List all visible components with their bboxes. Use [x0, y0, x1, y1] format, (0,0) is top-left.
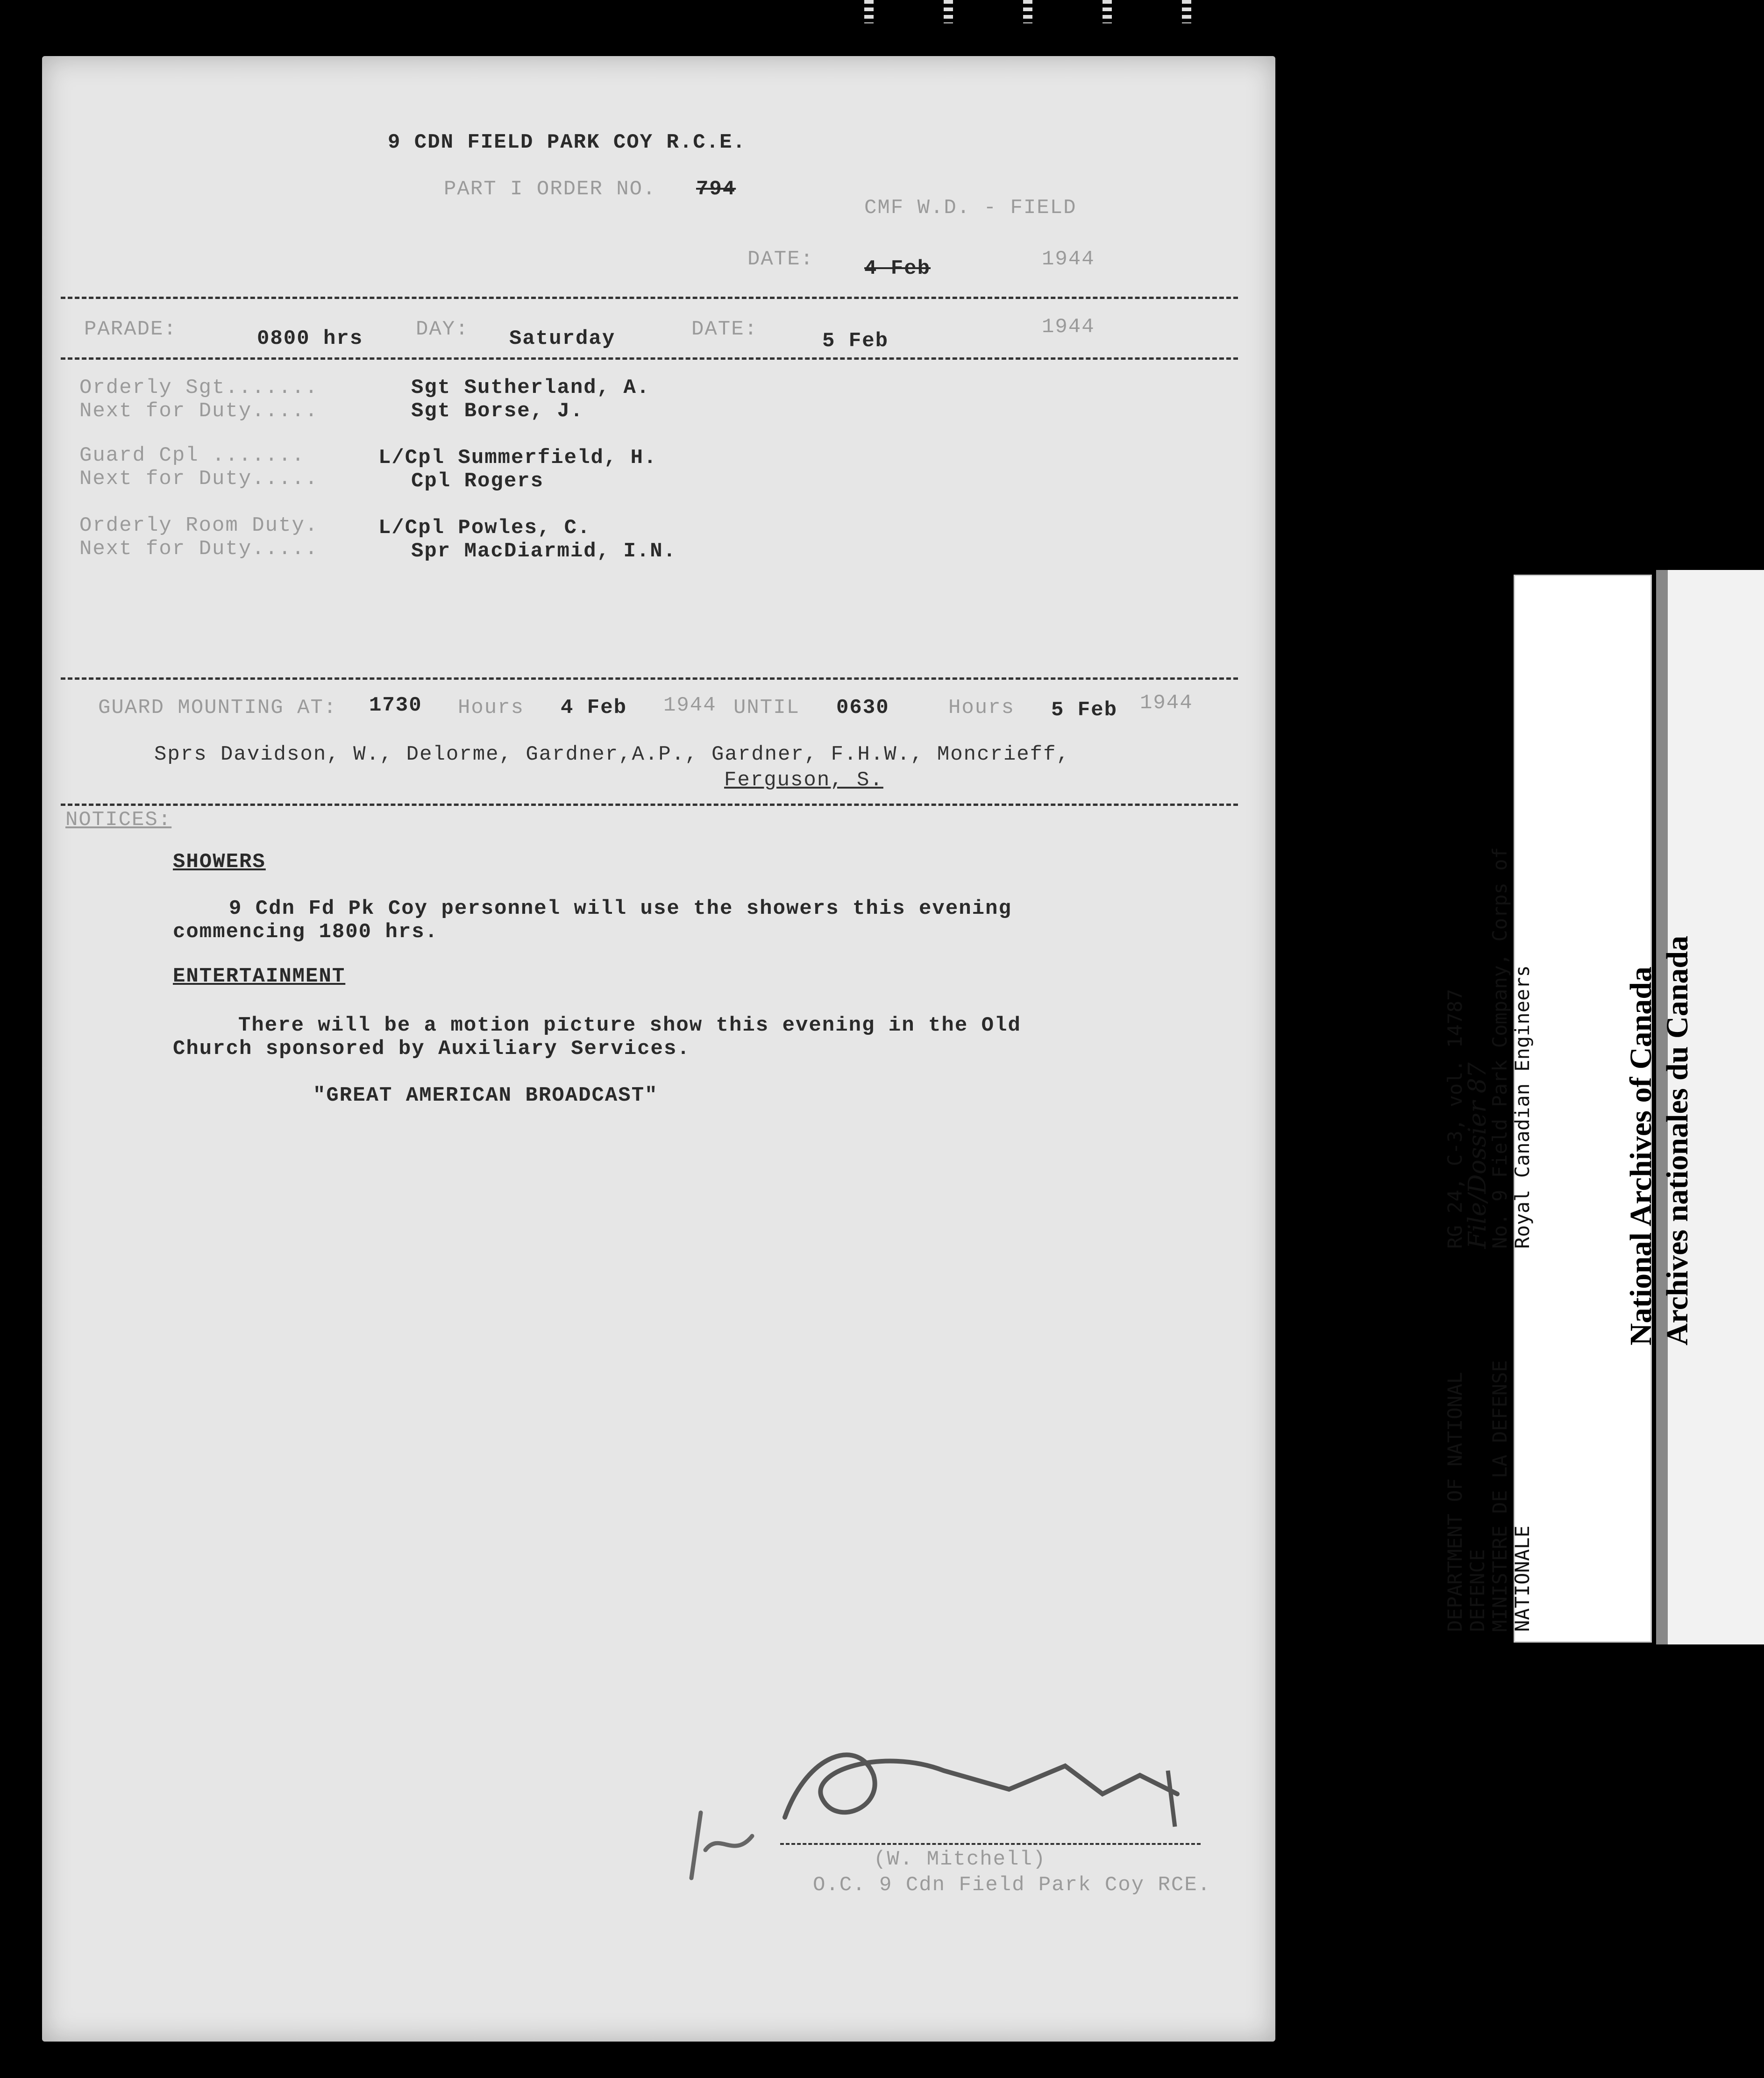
guard-until: UNTIL: [733, 696, 800, 719]
handwritten-signature: [766, 1719, 1233, 1850]
duty-role: Orderly Room Duty.: [79, 514, 319, 537]
document-page: [42, 56, 1275, 2042]
duty-role: Next for Duty.....: [79, 399, 319, 423]
order-label: PART I ORDER NO.: [444, 178, 656, 201]
divider: [61, 804, 1238, 806]
showers-title: SHOWERS: [173, 850, 266, 874]
duty-name: L/Cpl Powles, C.: [378, 516, 591, 540]
parade-day: Saturday: [509, 327, 616, 350]
archives-label: [1624, 570, 1764, 1644]
duty-name: Sgt Borse, J.: [411, 399, 584, 423]
archives-name-fr: Archives nationales du Canada: [1660, 935, 1694, 1345]
duty-role: Guard Cpl .......: [79, 444, 305, 467]
guard-hours: Hours: [948, 696, 1015, 719]
dept-line: NATIONALE: [1511, 1525, 1534, 1632]
duty-name: Sgt Sutherland, A.: [411, 376, 650, 399]
duty-role: Next for Duty.....: [79, 467, 319, 491]
dept-line: DEPARTMENT OF NATIONAL: [1444, 1372, 1466, 1632]
guard-end-time: 0630: [836, 696, 889, 719]
guard-start-date: 4 Feb: [561, 696, 627, 719]
dept-line: DEFENCE: [1466, 1549, 1489, 1632]
showers-text: 9 Cdn Fd Pk Coy personnel will use the showers this evening: [229, 897, 1012, 920]
parade-date-label: DATE:: [691, 318, 758, 341]
guard-end-date: 5 Feb: [1051, 698, 1118, 722]
duty-name: L/Cpl Summerfield, H.: [378, 446, 657, 470]
day-label: DAY:: [416, 318, 469, 341]
signature-line: [780, 1843, 1201, 1845]
order-number: 794: [696, 178, 736, 201]
reference-number: RG 24, C-3, vol. 14787: [1444, 989, 1466, 1249]
archives-name-en: National Archives of Canada: [1624, 966, 1658, 1345]
duty-role: Next for Duty.....: [79, 537, 319, 561]
initials-mark: [673, 1794, 775, 1887]
unit-description: No. 9 Field Park Company, Corps of: [1488, 847, 1511, 1249]
guard-names: Sprs Davidson, W., Delorme, Gardner,A.P., Gardner, F.H.W., Moncrieff,: [154, 743, 1070, 766]
parade-year: 1944: [1042, 315, 1095, 339]
parade-date: 5 Feb: [822, 329, 889, 353]
unit-title: 9 CDN FIELD PARK COY R.C.E.: [388, 131, 746, 154]
guard-start-year: 1944: [663, 694, 717, 717]
duty-role: Orderly Sgt.......: [79, 376, 319, 399]
location: CMF W.D. - FIELD: [864, 196, 1077, 220]
entertainment-text: There will be a motion picture show this evening in the Old: [238, 1014, 1021, 1037]
guard-hours: Hours: [458, 696, 525, 719]
divider: [61, 357, 1238, 360]
guard-end-year: 1944: [1140, 691, 1193, 715]
divider: [61, 677, 1238, 680]
signatory-name: (W. Mitchell): [874, 1848, 1046, 1871]
film-title: "GREAT AMERICAN BROADCAST": [313, 1084, 658, 1107]
notices-heading: NOTICES:: [65, 808, 172, 832]
order-date: 4 Feb: [864, 257, 931, 280]
showers-text: commencing 1800 hrs.: [173, 920, 439, 944]
signatory-title: O.C. 9 Cdn Field Park Coy RCE.: [813, 1873, 1211, 1897]
guard-names-cont: Ferguson, S.: [724, 769, 883, 792]
scan-marks: [864, 0, 1191, 28]
entertainment-title: ENTERTAINMENT: [173, 965, 346, 988]
file-number: File/Dossier 87: [1464, 1062, 1492, 1249]
duty-name: Spr MacDiarmid, I.N.: [411, 540, 677, 563]
guard-start-time: 1730: [369, 694, 422, 717]
guard-label: GUARD MOUNTING AT:: [98, 696, 337, 719]
parade-time: 0800 hrs: [257, 327, 363, 350]
duty-name: Cpl Rogers: [411, 470, 544, 493]
date-label: DATE:: [747, 248, 814, 271]
unit-description: Royal Canadian Engineers: [1511, 965, 1534, 1249]
order-year: 1944: [1042, 248, 1095, 271]
dept-line: MINISTERE DE LA DEFENSE: [1488, 1360, 1511, 1632]
parade-label: PARADE:: [84, 318, 177, 341]
divider: [61, 297, 1238, 299]
entertainment-text: Church sponsored by Auxiliary Services.: [173, 1037, 690, 1060]
